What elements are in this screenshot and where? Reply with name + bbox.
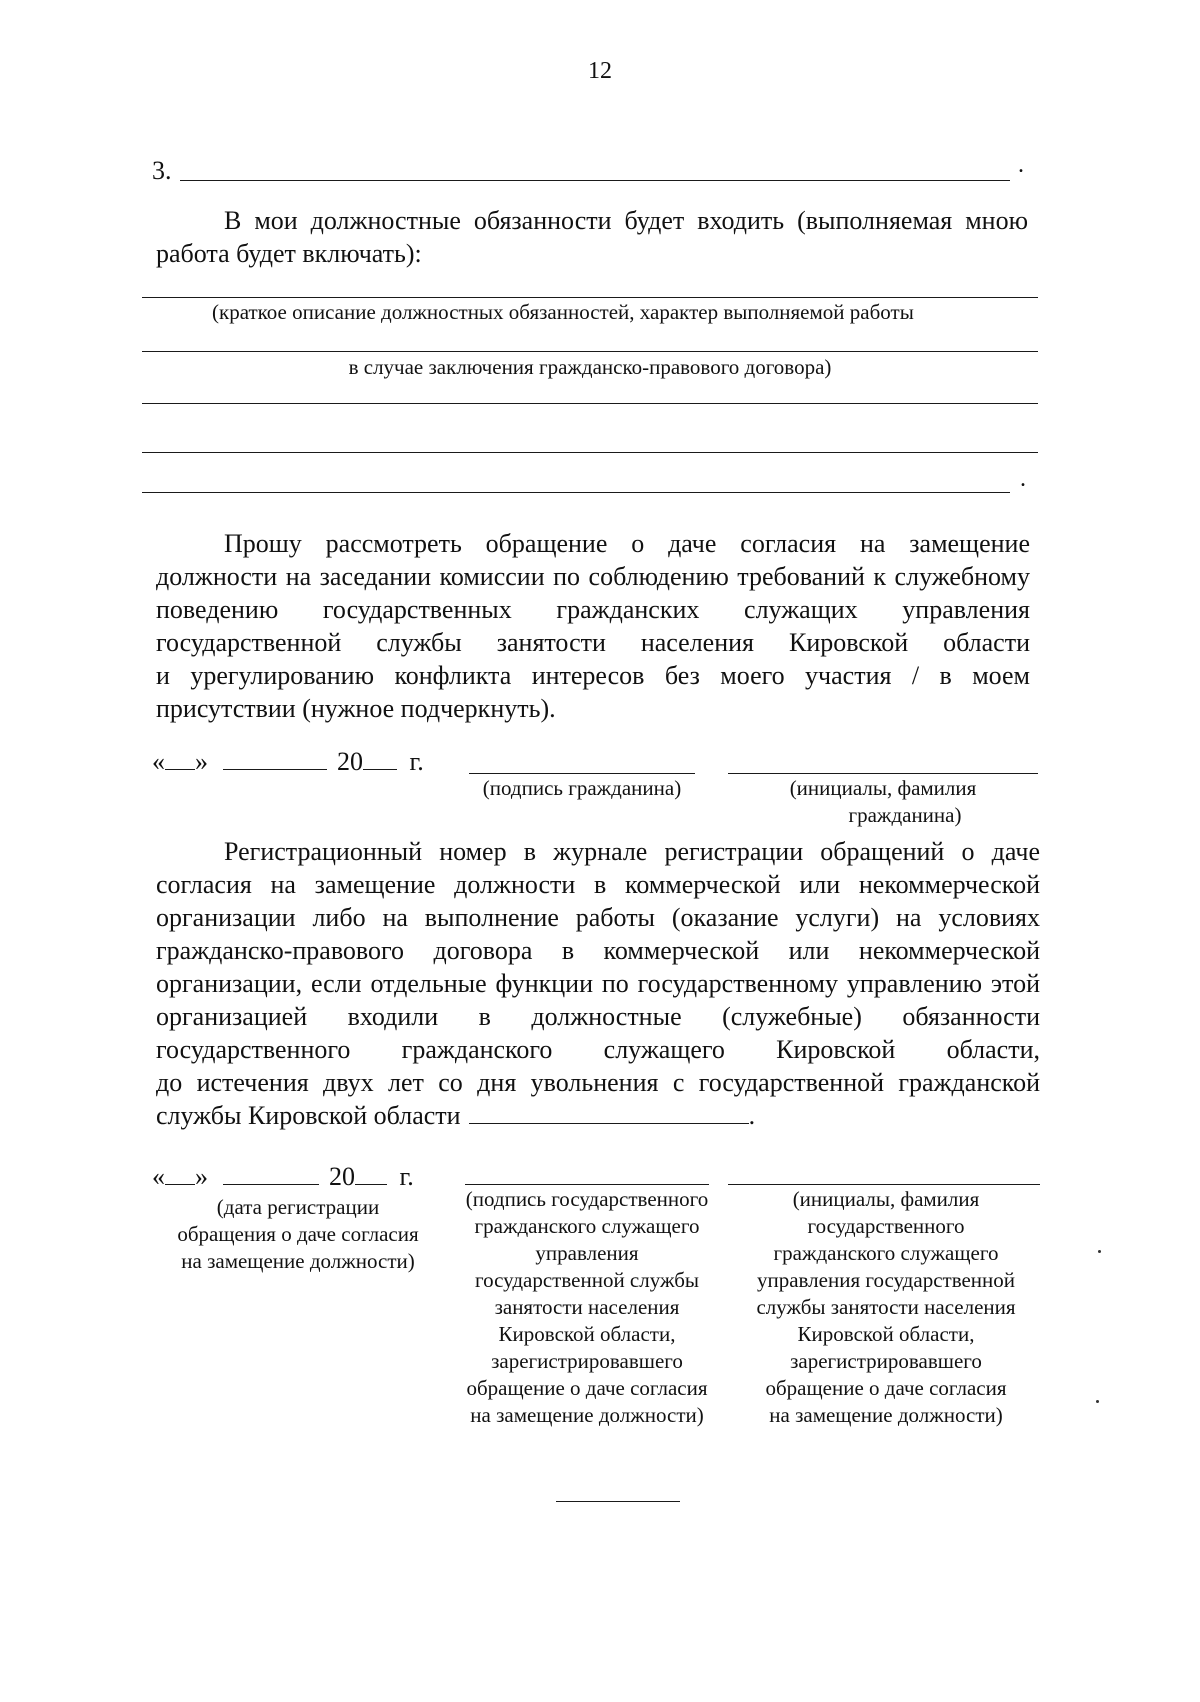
year-prefix: 20 — [329, 1162, 355, 1191]
duties-line-3 — [142, 403, 1038, 404]
month-blank — [223, 1162, 319, 1185]
caption-line: государственного — [807, 1214, 965, 1238]
citizen-signature-caption: (подпись гражданина) — [482, 776, 682, 800]
registration-line: гражданско-правового договора в коммерческой или некоммерческой — [156, 936, 1040, 965]
year-prefix: 20 — [337, 747, 363, 776]
caption-line: зарегистрировавшего — [491, 1349, 683, 1373]
duties-line-5 — [142, 492, 1010, 493]
open-quote: « — [152, 1162, 165, 1191]
caption-line: обращения о даче согласия — [177, 1222, 419, 1246]
scan-speck — [1096, 1400, 1099, 1403]
duties-end-mark: . — [1020, 466, 1026, 492]
citizen-name-caption — [728, 775, 1038, 829]
page-number: 12 — [588, 58, 612, 84]
caption-line: (инициалы, фамилия — [792, 1187, 980, 1211]
year-suffix: г. — [409, 747, 424, 776]
registration-line: организацией входили в должностные (служебные) обязанности — [156, 1002, 1040, 1031]
day-blank — [165, 1162, 195, 1185]
registration-last-text: службы Кировской области — [156, 1101, 461, 1130]
registration-line: до истечения двух лет со дня увольнения с государственной гражданской — [156, 1068, 1040, 1097]
open-quote: « — [152, 747, 165, 776]
caption-line: (дата регистрации — [216, 1195, 380, 1219]
close-quote: » — [195, 1162, 208, 1191]
request-line: присутствии (нужное подчеркнуть). — [156, 694, 556, 723]
caption-line: (инициалы, фамилия — [789, 776, 977, 800]
request-paragraph — [156, 527, 1030, 725]
year-suffix: г. — [399, 1162, 414, 1191]
close-quote: » — [195, 747, 208, 776]
request-line: должности на заседании комиссии по соблюдению требований к служебному — [156, 562, 1030, 591]
officer-name-caption — [740, 1186, 1032, 1429]
duties-intro-line: В мои должностные обязанности будет входить (выполняемая мною — [224, 206, 1028, 235]
registration-line: государственного гражданского служащего Кировской области, — [156, 1035, 1040, 1064]
request-line: государственной службы занятости населения Кировской области — [156, 628, 1030, 657]
officer-signature-caption — [450, 1186, 724, 1429]
caption-line: управления — [535, 1241, 639, 1265]
request-line: Прошу рассмотреть обращение о даче согласия на замещение — [224, 529, 1030, 558]
caption-line: (подпись государственного — [465, 1187, 709, 1211]
duties-intro — [156, 204, 1028, 270]
registration-line: Регистрационный номер в журнале регистрации обращений о даче — [224, 837, 1040, 866]
item-number: 3. — [152, 156, 172, 185]
end-of-form-separator — [556, 1501, 680, 1502]
date-row-citizen — [152, 745, 424, 778]
caption-line: Кировской области, — [498, 1322, 676, 1346]
month-blank — [223, 747, 327, 770]
item3-end-mark: . — [1018, 152, 1024, 178]
registration-line — [156, 1099, 1040, 1132]
caption-line: зарегистрировавшего — [790, 1349, 982, 1373]
scan-speck — [1098, 1250, 1101, 1253]
caption-line: гражданского служащего — [773, 1241, 999, 1265]
registration-end-mark: . — [748, 1101, 756, 1130]
citizen-name-line — [728, 773, 1038, 774]
request-line: поведению государственных гражданских служащих управления — [156, 595, 1030, 624]
caption-line: на замещение должности) — [470, 1403, 704, 1427]
year-blank — [363, 747, 397, 770]
duties-caption: (краткое описание должностных обязанностей, характер выполняемой работы — [212, 300, 914, 324]
duties-intro-line: работа будет включать): — [156, 239, 422, 268]
registration-line: согласия на замещение должности в коммерческой или некоммерческой — [156, 870, 1040, 899]
registration-number-blank — [469, 1101, 749, 1124]
caption-line: гражданского служащего — [474, 1214, 700, 1238]
item3-blank-line — [180, 180, 1010, 181]
duties-line-2 — [142, 351, 1038, 352]
request-line: и урегулированию конфликта интересов без моего участия / в моем — [156, 661, 1030, 690]
citizen-signature-line — [469, 773, 695, 774]
date-row-registration — [152, 1160, 414, 1193]
caption-line: обращение о даче согласия — [466, 1376, 708, 1400]
duties-line-4 — [142, 452, 1038, 453]
duties-caption: в случае заключения гражданско-правового договора) — [348, 355, 832, 379]
registration-paragraph — [156, 835, 1040, 1132]
officer-signature-line — [465, 1184, 709, 1185]
duties-line-1 — [142, 297, 1038, 298]
caption-line: гражданина) — [848, 803, 962, 827]
caption-line: занятости населения — [494, 1295, 680, 1319]
caption-line: на замещение должности) — [769, 1403, 1003, 1427]
caption-line: службы занятости населения — [756, 1295, 1016, 1319]
caption-line: обращение о даче согласия — [765, 1376, 1007, 1400]
officer-name-line — [728, 1184, 1040, 1185]
registration-date-caption — [160, 1194, 436, 1275]
registration-line: организации либо на выполнение работы (оказание услуги) на условиях — [156, 903, 1040, 932]
caption-line: государственной службы — [475, 1268, 699, 1292]
caption-line: на замещение должности) — [181, 1249, 415, 1273]
caption-line: управления государственной — [756, 1268, 1016, 1292]
year-blank — [355, 1162, 387, 1185]
caption-line: Кировской области, — [797, 1322, 975, 1346]
registration-line: организации, если отдельные функции по государственному управлению этой — [156, 969, 1040, 998]
day-blank — [165, 747, 195, 770]
